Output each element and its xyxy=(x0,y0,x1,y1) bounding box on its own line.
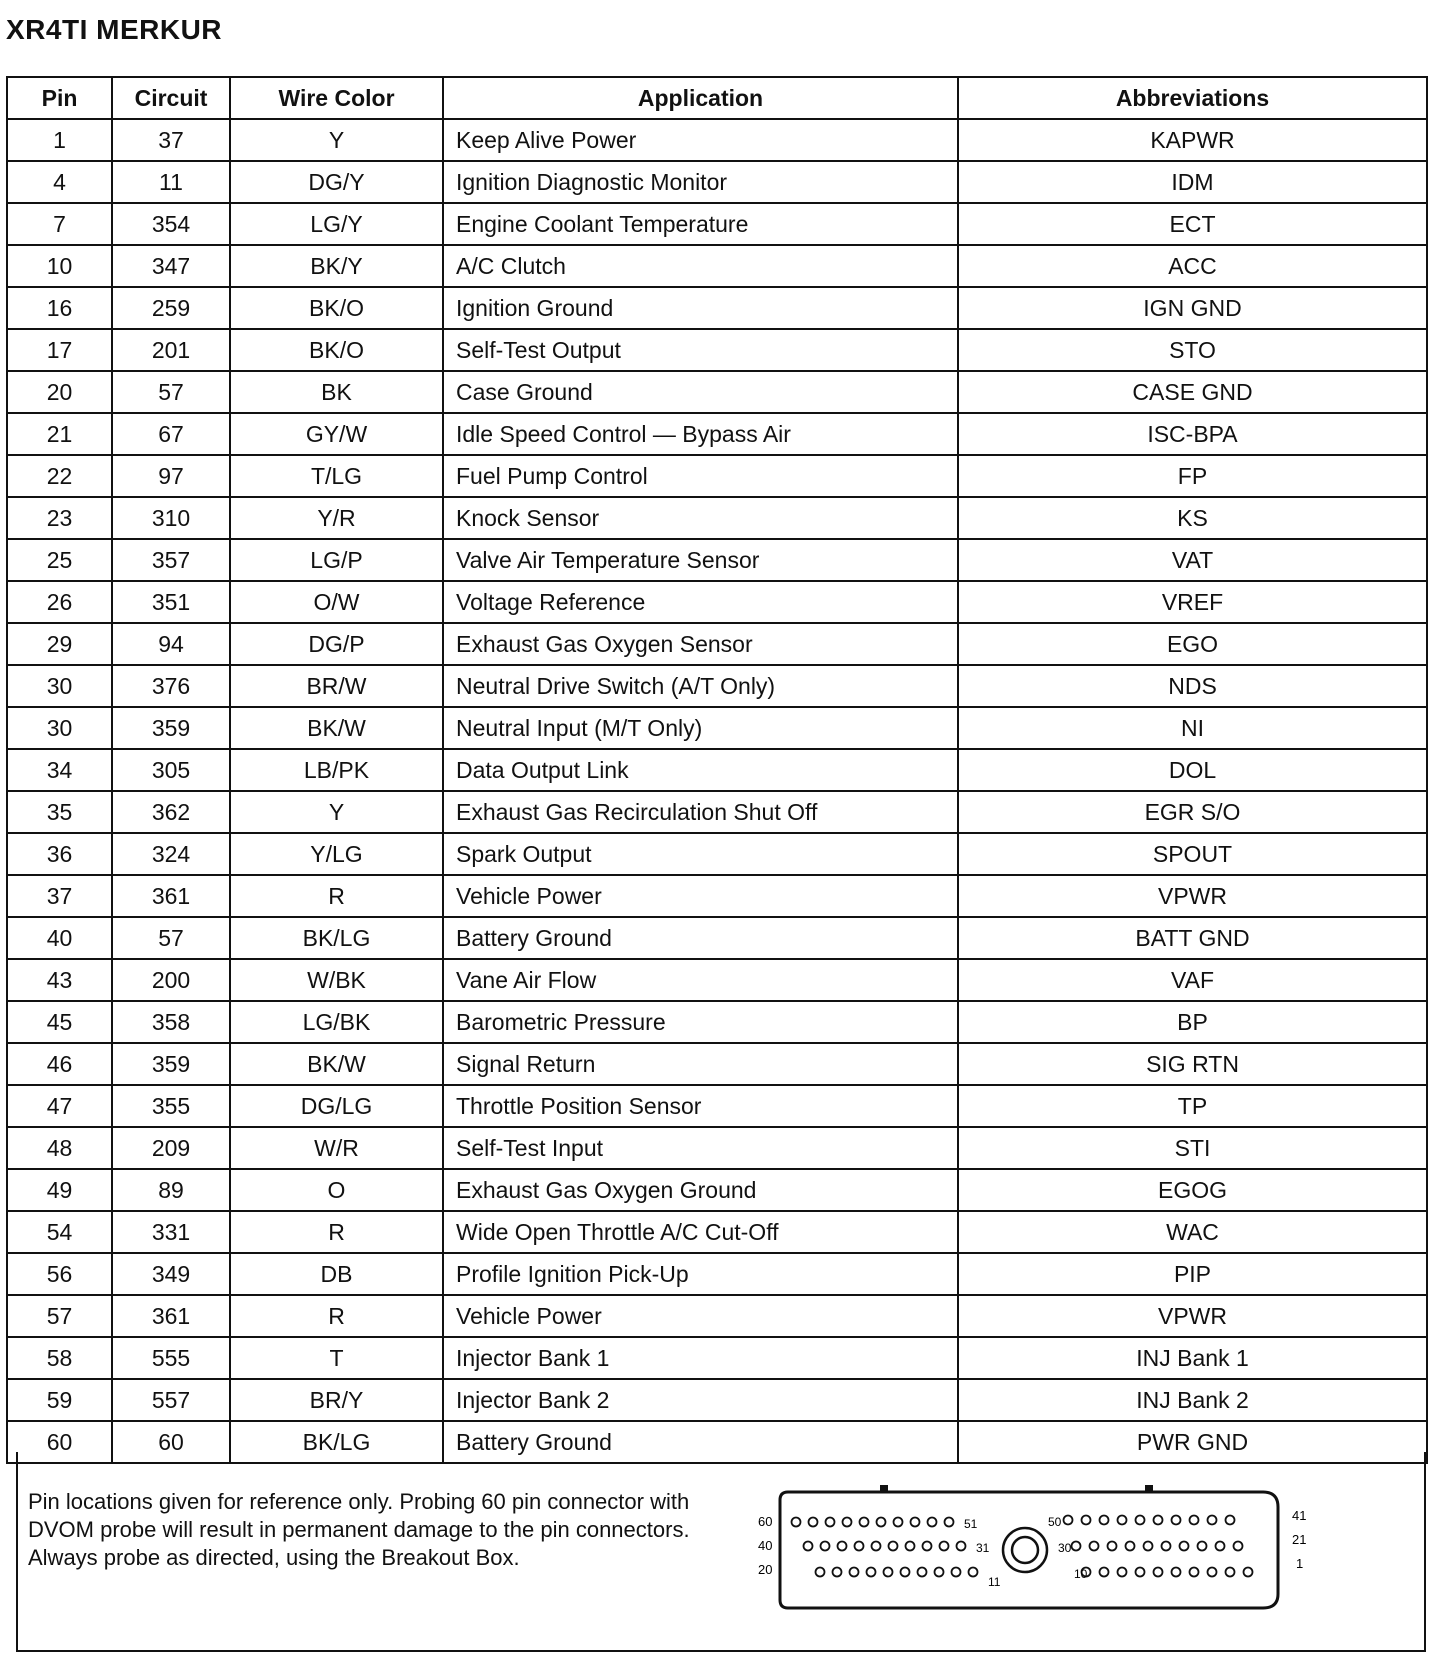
cell-application: Battery Ground xyxy=(443,917,958,959)
cell-wire-color: R xyxy=(230,1211,443,1253)
cell-wire-color: LG/P xyxy=(230,539,443,581)
connector-pin-dot xyxy=(1172,1516,1181,1525)
connector-pin-dot xyxy=(833,1568,842,1577)
cell-abbreviation: ISC-BPA xyxy=(958,413,1427,455)
cell-pin: 43 xyxy=(7,959,112,1001)
cell-application: Data Output Link xyxy=(443,749,958,791)
cell-abbreviation: NI xyxy=(958,707,1427,749)
cell-abbreviation: IDM xyxy=(958,161,1427,203)
cell-wire-color: LB/PK xyxy=(230,749,443,791)
connector-pin-dot xyxy=(884,1568,893,1577)
cell-application: Fuel Pump Control xyxy=(443,455,958,497)
cell-wire-color: Y xyxy=(230,119,443,161)
cell-pin: 45 xyxy=(7,1001,112,1043)
cell-application: Profile Ignition Pick-Up xyxy=(443,1253,958,1295)
connector-pin-dot xyxy=(867,1568,876,1577)
connector-pin-dot xyxy=(906,1542,915,1551)
table-row xyxy=(7,539,1427,581)
cell-pin: 17 xyxy=(7,329,112,371)
cell-abbreviation: FP xyxy=(958,455,1427,497)
cell-wire-color: R xyxy=(230,875,443,917)
connector-pin-dot xyxy=(945,1518,954,1527)
cell-circuit: 201 xyxy=(112,329,230,371)
cell-wire-color: BK/LG xyxy=(230,1421,443,1463)
connector-pin-dot xyxy=(792,1518,801,1527)
connector-pin-dot xyxy=(901,1568,910,1577)
connector-pin-dot xyxy=(1154,1568,1163,1577)
connector-tab-left xyxy=(880,1485,888,1493)
cell-pin: 37 xyxy=(7,875,112,917)
connector-pin-dot xyxy=(911,1518,920,1527)
connector-pin-dot xyxy=(855,1542,864,1551)
cell-circuit: 60 xyxy=(112,1421,230,1463)
cell-application: Exhaust Gas Recirculation Shut Off xyxy=(443,791,958,833)
cell-application: Self-Test Input xyxy=(443,1127,958,1169)
cell-application: Barometric Pressure xyxy=(443,1001,958,1043)
connector-center-screw-inner xyxy=(1012,1537,1038,1563)
cell-circuit: 376 xyxy=(112,665,230,707)
cell-wire-color: O/W xyxy=(230,581,443,623)
connector-tab-right xyxy=(1145,1485,1153,1493)
connector-pin-dot xyxy=(1072,1542,1081,1551)
table-row xyxy=(7,749,1427,791)
cell-circuit: 358 xyxy=(112,1001,230,1043)
cell-abbreviation: VAF xyxy=(958,959,1427,1001)
connector-pin-dot xyxy=(1244,1568,1253,1577)
cell-application: Idle Speed Control — Bypass Air xyxy=(443,413,958,455)
cell-wire-color: BK/O xyxy=(230,287,443,329)
connector-pin-dot xyxy=(1226,1516,1235,1525)
cell-pin: 57 xyxy=(7,1295,112,1337)
connector-label-11: 11 xyxy=(988,1575,1001,1589)
cell-application: Case Ground xyxy=(443,371,958,413)
table-row xyxy=(7,791,1427,833)
cell-circuit: 354 xyxy=(112,203,230,245)
cell-application: Engine Coolant Temperature xyxy=(443,203,958,245)
cell-pin: 22 xyxy=(7,455,112,497)
cell-circuit: 37 xyxy=(112,119,230,161)
table-row xyxy=(7,959,1427,1001)
cell-circuit: 347 xyxy=(112,245,230,287)
cell-application: Ignition Ground xyxy=(443,287,958,329)
table-row xyxy=(7,329,1427,371)
table-row xyxy=(7,1001,1427,1043)
cell-wire-color: DG/LG xyxy=(230,1085,443,1127)
cell-wire-color: GY/W xyxy=(230,413,443,455)
cell-application: Wide Open Throttle A/C Cut-Off xyxy=(443,1211,958,1253)
cell-wire-color: Y xyxy=(230,791,443,833)
connector-pin-dot xyxy=(918,1568,927,1577)
table-row xyxy=(7,371,1427,413)
table-row xyxy=(7,245,1427,287)
cell-pin: 54 xyxy=(7,1211,112,1253)
header-application: Application xyxy=(443,77,958,119)
cell-abbreviation: KAPWR xyxy=(958,119,1427,161)
header-wire-color: Wire Color xyxy=(230,77,443,119)
connector-pin-dot xyxy=(1216,1542,1225,1551)
cell-wire-color: DB xyxy=(230,1253,443,1295)
cell-pin: 34 xyxy=(7,749,112,791)
cell-application: Vane Air Flow xyxy=(443,959,958,1001)
cell-pin: 47 xyxy=(7,1085,112,1127)
connector-label-21: 21 xyxy=(1292,1532,1307,1547)
cell-circuit: 362 xyxy=(112,791,230,833)
cell-pin: 25 xyxy=(7,539,112,581)
cell-wire-color: W/R xyxy=(230,1127,443,1169)
cell-application: Vehicle Power xyxy=(443,1295,958,1337)
cell-wire-color: DG/P xyxy=(230,623,443,665)
connector-pin-dot xyxy=(1226,1568,1235,1577)
connector-pin-dot xyxy=(1118,1516,1127,1525)
connector-pin-dot xyxy=(1190,1568,1199,1577)
connector-pin-dot xyxy=(1082,1516,1091,1525)
cell-application: Valve Air Temperature Sensor xyxy=(443,539,958,581)
connector-pin-dot xyxy=(894,1518,903,1527)
cell-wire-color: BK/W xyxy=(230,1043,443,1085)
cell-application: Spark Output xyxy=(443,833,958,875)
cell-application: Exhaust Gas Oxygen Sensor xyxy=(443,623,958,665)
cell-application: Neutral Drive Switch (A/T Only) xyxy=(443,665,958,707)
cell-abbreviation: VPWR xyxy=(958,1295,1427,1337)
connector-pin-dot xyxy=(826,1518,835,1527)
connector-center-screw-outer xyxy=(1003,1528,1047,1572)
cell-abbreviation: PWR GND xyxy=(958,1421,1427,1463)
page-title: XR4TI MERKUR xyxy=(6,14,223,45)
cell-application: Injector Bank 2 xyxy=(443,1379,958,1421)
cell-abbreviation: NDS xyxy=(958,665,1427,707)
cell-pin: 29 xyxy=(7,623,112,665)
cell-circuit: 310 xyxy=(112,497,230,539)
cell-wire-color: Y/LG xyxy=(230,833,443,875)
connector-pin-dot xyxy=(935,1568,944,1577)
connector-label-51: 51 xyxy=(964,1517,978,1531)
cell-pin: 7 xyxy=(7,203,112,245)
cell-abbreviation: EGO xyxy=(958,623,1427,665)
table-header-row xyxy=(7,77,1427,119)
table-row xyxy=(7,875,1427,917)
connector-label-30: 30 xyxy=(1058,1541,1072,1555)
cell-circuit: 555 xyxy=(112,1337,230,1379)
table-row xyxy=(7,1127,1427,1169)
cell-wire-color: BK/LG xyxy=(230,917,443,959)
cell-abbreviation: EGOG xyxy=(958,1169,1427,1211)
cell-pin: 10 xyxy=(7,245,112,287)
cell-application: Self-Test Output xyxy=(443,329,958,371)
cell-abbreviation: VAT xyxy=(958,539,1427,581)
cell-circuit: 209 xyxy=(112,1127,230,1169)
cell-abbreviation: ACC xyxy=(958,245,1427,287)
connector-pin-dot xyxy=(1154,1516,1163,1525)
connector-label-20: 20 xyxy=(758,1562,773,1577)
cell-abbreviation: INJ Bank 1 xyxy=(958,1337,1427,1379)
cell-wire-color: LG/Y xyxy=(230,203,443,245)
table-row xyxy=(7,1295,1427,1337)
cell-circuit: 351 xyxy=(112,581,230,623)
cell-application: Knock Sensor xyxy=(443,497,958,539)
cell-application: Exhaust Gas Oxygen Ground xyxy=(443,1169,958,1211)
cell-abbreviation: PIP xyxy=(958,1253,1427,1295)
cell-pin: 1 xyxy=(7,119,112,161)
connector-pins xyxy=(792,1516,1253,1577)
cell-wire-color: BR/Y xyxy=(230,1379,443,1421)
connector-pin-dot xyxy=(1126,1542,1135,1551)
connector-pin-dot xyxy=(1136,1516,1145,1525)
connector-pin-dot xyxy=(860,1518,869,1527)
cell-abbreviation: SPOUT xyxy=(958,833,1427,875)
table-row xyxy=(7,917,1427,959)
note-text: Pin locations given for reference only. Probing 60 pin connector with DVOM probe will result in permanent damage to the pin connectors. Always probe as directed, using the Breakout Box. xyxy=(28,1489,690,1570)
cell-pin: 23 xyxy=(7,497,112,539)
cell-pin: 30 xyxy=(7,707,112,749)
cell-circuit: 557 xyxy=(112,1379,230,1421)
connector-pin-dot xyxy=(1100,1516,1109,1525)
table-row xyxy=(7,1253,1427,1295)
table-row xyxy=(7,1337,1427,1379)
connector-pin-dot xyxy=(928,1518,937,1527)
cell-pin: 30 xyxy=(7,665,112,707)
table-row xyxy=(7,287,1427,329)
connector-pin-dot xyxy=(952,1568,961,1577)
cell-abbreviation: ECT xyxy=(958,203,1427,245)
cell-circuit: 259 xyxy=(112,287,230,329)
table-row xyxy=(7,833,1427,875)
note-box xyxy=(16,1452,1426,1652)
connector-label-50: 50 xyxy=(1048,1515,1062,1529)
cell-abbreviation: BP xyxy=(958,1001,1427,1043)
connector-pin-dot xyxy=(1100,1568,1109,1577)
cell-wire-color: BK/W xyxy=(230,707,443,749)
cell-wire-color: BR/W xyxy=(230,665,443,707)
table-row xyxy=(7,1043,1427,1085)
cell-circuit: 94 xyxy=(112,623,230,665)
connector-pin-dot xyxy=(1162,1542,1171,1551)
cell-circuit: 355 xyxy=(112,1085,230,1127)
header-abbreviations: Abbreviations xyxy=(958,77,1427,119)
connector-pin-dot xyxy=(923,1542,932,1551)
connector-pin-dot xyxy=(1190,1516,1199,1525)
cell-abbreviation: STI xyxy=(958,1127,1427,1169)
connector-pin-dot xyxy=(809,1518,818,1527)
connector-pin-dot xyxy=(957,1542,966,1551)
cell-circuit: 361 xyxy=(112,875,230,917)
connector-pin-dot xyxy=(850,1568,859,1577)
connector-label-31: 31 xyxy=(976,1541,990,1555)
cell-abbreviation: CASE GND xyxy=(958,371,1427,413)
connector-pin-dot xyxy=(969,1568,978,1577)
cell-pin: 56 xyxy=(7,1253,112,1295)
table-row xyxy=(7,497,1427,539)
connector-pin-dot xyxy=(872,1542,881,1551)
cell-wire-color: BK/Y xyxy=(230,245,443,287)
cell-wire-color: R xyxy=(230,1295,443,1337)
cell-wire-color: DG/Y xyxy=(230,161,443,203)
table-row xyxy=(7,1085,1427,1127)
cell-circuit: 331 xyxy=(112,1211,230,1253)
cell-pin: 49 xyxy=(7,1169,112,1211)
table-row xyxy=(7,203,1427,245)
table-body xyxy=(7,119,1427,1463)
connector-diagram xyxy=(758,1482,1398,1622)
connector-pin-dot xyxy=(843,1518,852,1527)
connector-pin-dot xyxy=(940,1542,949,1551)
table-row xyxy=(7,119,1427,161)
cell-application: Signal Return xyxy=(443,1043,958,1085)
connector-label-10: 10 xyxy=(1074,1567,1088,1581)
cell-application: Neutral Input (M/T Only) xyxy=(443,707,958,749)
cell-application: Injector Bank 1 xyxy=(443,1337,958,1379)
cell-pin: 40 xyxy=(7,917,112,959)
connector-label-60: 60 xyxy=(758,1514,773,1529)
cell-pin: 58 xyxy=(7,1337,112,1379)
cell-circuit: 57 xyxy=(112,371,230,413)
cell-pin: 36 xyxy=(7,833,112,875)
table-row xyxy=(7,707,1427,749)
cell-abbreviation: SIG RTN xyxy=(958,1043,1427,1085)
cell-circuit: 324 xyxy=(112,833,230,875)
connector-pin-dot xyxy=(1144,1542,1153,1551)
connector-pin-dot xyxy=(1136,1568,1145,1577)
cell-circuit: 67 xyxy=(112,413,230,455)
cell-circuit: 357 xyxy=(112,539,230,581)
cell-pin: 48 xyxy=(7,1127,112,1169)
cell-pin: 20 xyxy=(7,371,112,413)
cell-circuit: 359 xyxy=(112,1043,230,1085)
cell-application: Keep Alive Power xyxy=(443,119,958,161)
cell-pin: 21 xyxy=(7,413,112,455)
cell-application: Voltage Reference xyxy=(443,581,958,623)
cell-wire-color: Y/R xyxy=(230,497,443,539)
cell-application: Battery Ground xyxy=(443,1421,958,1463)
header-pin: Pin xyxy=(7,77,112,119)
cell-abbreviation: VREF xyxy=(958,581,1427,623)
connector-pin-dot xyxy=(1172,1568,1181,1577)
cell-abbreviation: TP xyxy=(958,1085,1427,1127)
cell-pin: 60 xyxy=(7,1421,112,1463)
cell-application: Ignition Diagnostic Monitor xyxy=(443,161,958,203)
cell-abbreviation: DOL xyxy=(958,749,1427,791)
cell-application: A/C Clutch xyxy=(443,245,958,287)
table-row xyxy=(7,665,1427,707)
table-row xyxy=(7,1379,1427,1421)
connector-label-40: 40 xyxy=(758,1538,773,1553)
connector-pin-dot xyxy=(1180,1542,1189,1551)
cell-pin: 59 xyxy=(7,1379,112,1421)
connector-pin-dot xyxy=(1198,1542,1207,1551)
cell-wire-color: LG/BK xyxy=(230,1001,443,1043)
table-row xyxy=(7,161,1427,203)
cell-application: Vehicle Power xyxy=(443,875,958,917)
connector-label-41: 41 xyxy=(1292,1508,1307,1523)
table-row xyxy=(7,413,1427,455)
connector-pin-dot xyxy=(1234,1542,1243,1551)
table-row xyxy=(7,1169,1427,1211)
connector-pin-dot xyxy=(1208,1516,1217,1525)
cell-wire-color: W/BK xyxy=(230,959,443,1001)
cell-wire-color: T/LG xyxy=(230,455,443,497)
cell-circuit: 359 xyxy=(112,707,230,749)
cell-abbreviation: STO xyxy=(958,329,1427,371)
connector-pin-dot xyxy=(1208,1568,1217,1577)
cell-wire-color: BK xyxy=(230,371,443,413)
cell-wire-color: O xyxy=(230,1169,443,1211)
cell-circuit: 97 xyxy=(112,455,230,497)
cell-abbreviation: WAC xyxy=(958,1211,1427,1253)
cell-abbreviation: EGR S/O xyxy=(958,791,1427,833)
cell-pin: 16 xyxy=(7,287,112,329)
connector-pin-dot xyxy=(1108,1542,1117,1551)
connector-pin-dot xyxy=(1064,1516,1073,1525)
table-row xyxy=(7,581,1427,623)
cell-circuit: 11 xyxy=(112,161,230,203)
header-circuit: Circuit xyxy=(112,77,230,119)
cell-circuit: 89 xyxy=(112,1169,230,1211)
connector-pin-dot xyxy=(838,1542,847,1551)
cell-wire-color: T xyxy=(230,1337,443,1379)
cell-abbreviation: IGN GND xyxy=(958,287,1427,329)
connector-pin-dot xyxy=(821,1542,830,1551)
connector-pin-dot xyxy=(816,1568,825,1577)
cell-application: Throttle Position Sensor xyxy=(443,1085,958,1127)
cell-abbreviation: VPWR xyxy=(958,875,1427,917)
cell-circuit: 57 xyxy=(112,917,230,959)
cell-pin: 35 xyxy=(7,791,112,833)
connector-pin-dot xyxy=(1118,1568,1127,1577)
cell-circuit: 361 xyxy=(112,1295,230,1337)
cell-circuit: 200 xyxy=(112,959,230,1001)
connector-pin-dot xyxy=(1090,1542,1099,1551)
cell-circuit: 305 xyxy=(112,749,230,791)
table-row xyxy=(7,1211,1427,1253)
cell-abbreviation: INJ Bank 2 xyxy=(958,1379,1427,1421)
cell-abbreviation: BATT GND xyxy=(958,917,1427,959)
cell-pin: 26 xyxy=(7,581,112,623)
connector-pin-dot xyxy=(804,1542,813,1551)
pin-table xyxy=(6,76,1428,1464)
cell-circuit: 349 xyxy=(112,1253,230,1295)
table-row xyxy=(7,455,1427,497)
table-row xyxy=(7,623,1427,665)
cell-wire-color: BK/O xyxy=(230,329,443,371)
cell-pin: 4 xyxy=(7,161,112,203)
connector-label-1: 1 xyxy=(1296,1556,1304,1571)
connector-pin-dot xyxy=(877,1518,886,1527)
cell-pin: 46 xyxy=(7,1043,112,1085)
connector-pin-dot xyxy=(889,1542,898,1551)
cell-abbreviation: KS xyxy=(958,497,1427,539)
